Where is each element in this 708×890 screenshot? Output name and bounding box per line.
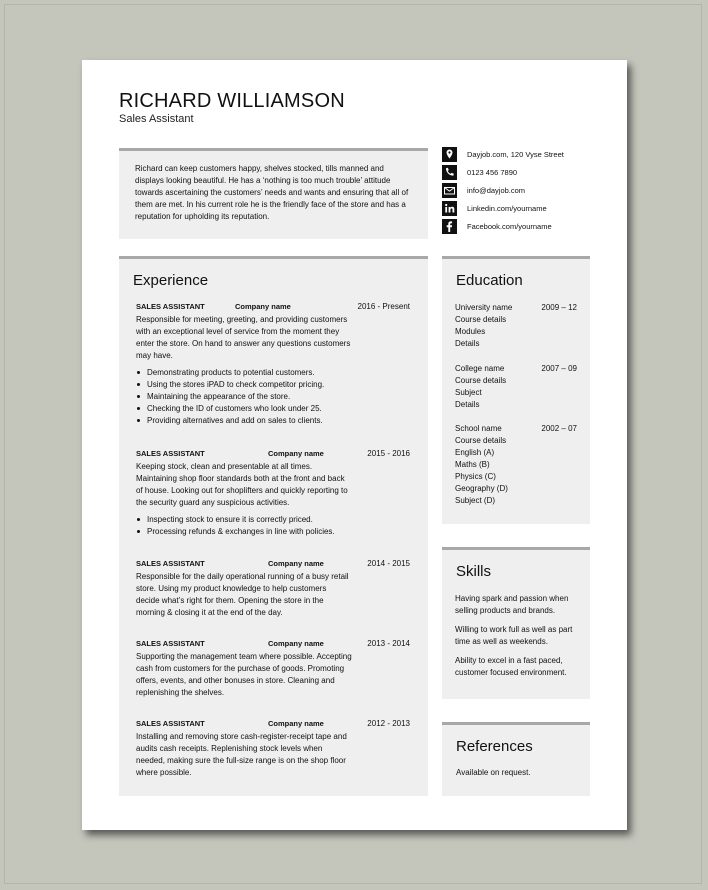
education-years: 2002 – 07 bbox=[541, 424, 577, 433]
education-section bbox=[442, 256, 590, 524]
contact-facebook bbox=[442, 219, 602, 237]
resume-page bbox=[82, 60, 627, 830]
education-line: English (A) bbox=[455, 448, 495, 457]
job-dates: 2015 - 2016 bbox=[367, 449, 410, 458]
education-entry bbox=[455, 302, 583, 350]
job-description: Responsible for meeting, greeting, and providing customers with an exceptional level of service from the moment they enter the store. On hand to answer any questions customers may have. bbox=[136, 315, 351, 360]
job-entry bbox=[136, 639, 416, 699]
job-company: Company name bbox=[268, 639, 324, 648]
education-years: 2009 – 12 bbox=[541, 303, 577, 312]
job-description: Installing and removing store cash-register-receipt tape and audits cash receipts. Replenishing stock levels when needed, making sure the full-size range is on the shop floor where possible. bbox=[136, 732, 347, 777]
job-description: Responsible for the daily operational running of a busy retail store. Using my product knowledge to help customers decide what’s right for them. Opening the store in the morning & closing it at the end of the day. bbox=[136, 572, 349, 617]
education-years: 2007 – 09 bbox=[541, 364, 577, 373]
education-entry bbox=[455, 423, 583, 507]
job-description: Supporting the management team where possible. Accepting cash from customers for the purchase of goods. Promoting offers, events, and other bonuses in store. Cleaning and replenishing the shelves. bbox=[136, 652, 352, 697]
contact-address bbox=[442, 147, 602, 165]
references-section bbox=[442, 722, 590, 796]
education-header bbox=[455, 302, 583, 314]
job-title: SALES ASSISTANT bbox=[136, 559, 205, 568]
summary-text: Richard can keep customers happy, shelves stocked, tills manned and displays looking beautiful. He has a ‘nothing is too much trouble’ attitude towards ascertaining the customers’ needs and wants and ensuring that all of them are met. In his current role he is the friendly face of the store and has a reputation for upholding its reputation. bbox=[135, 164, 409, 221]
institution-name: University name bbox=[455, 303, 513, 312]
job-company: Company name bbox=[235, 302, 291, 311]
education-line: Subject (D) bbox=[455, 496, 496, 505]
education-line: Details bbox=[455, 400, 480, 409]
contact-linkedin bbox=[442, 201, 602, 219]
institution-name: School name bbox=[455, 424, 502, 433]
skill-item: Ability to excel in a fast paced, customer focused environment. bbox=[455, 656, 567, 677]
education-line: Subject bbox=[455, 388, 482, 397]
education-entry bbox=[455, 363, 583, 411]
bullet-item: Demonstrating products to potential customers. bbox=[147, 367, 416, 379]
experience-heading: Experience bbox=[133, 272, 209, 289]
contact-facebook-text[interactable]: Facebook.com/yourname bbox=[467, 222, 552, 231]
job-bullets bbox=[136, 514, 416, 538]
bullet-item: Processing refunds & exchanges in line with policies. bbox=[147, 526, 416, 538]
email-icon bbox=[442, 183, 457, 198]
bullet-item: Inspecting stock to ensure it is correctly priced. bbox=[147, 514, 416, 526]
education-line: Maths (B) bbox=[455, 460, 490, 469]
education-line: Physics (C) bbox=[455, 472, 496, 481]
skills-section bbox=[442, 547, 590, 699]
phone-icon bbox=[442, 165, 457, 180]
job-company: Company name bbox=[268, 449, 324, 458]
facebook-icon bbox=[442, 219, 457, 234]
job-entry bbox=[136, 302, 416, 427]
job-title: SALES ASSISTANT bbox=[136, 719, 205, 728]
job-header bbox=[136, 639, 416, 651]
job-title: SALES ASSISTANT bbox=[136, 449, 205, 458]
education-header bbox=[455, 363, 583, 375]
education-heading: Education bbox=[456, 272, 523, 289]
candidate-role: Sales Assistant bbox=[119, 113, 194, 125]
job-company: Company name bbox=[268, 719, 324, 728]
contact-phone-text[interactable]: 0123 456 7890 bbox=[467, 168, 518, 177]
contact-address-text: Dayjob.com, 120 Vyse Street bbox=[467, 150, 564, 159]
education-line: Details bbox=[455, 339, 480, 348]
job-dates: 2012 - 2013 bbox=[367, 719, 410, 728]
contact-email-text[interactable]: info@dayjob.com bbox=[467, 186, 526, 195]
location-pin-icon bbox=[442, 147, 457, 162]
contact-list bbox=[442, 147, 602, 237]
job-title: SALES ASSISTANT bbox=[136, 639, 205, 648]
candidate-name: RICHARD WILLIAMSON bbox=[119, 90, 345, 112]
linkedin-icon bbox=[442, 201, 457, 216]
skill-item: Willing to work full as well as part time as well as weekends. bbox=[455, 625, 573, 646]
skills-heading: Skills bbox=[456, 563, 492, 580]
skill-item: Having spark and passion when selling products and brands. bbox=[455, 594, 569, 615]
education-line: Course details bbox=[455, 315, 507, 324]
references-text: Available on request. bbox=[456, 768, 531, 777]
education-line: Course details bbox=[455, 436, 507, 445]
job-header bbox=[136, 719, 416, 731]
bullet-item: Providing alternatives and add on sales to clients. bbox=[147, 415, 416, 427]
experience-section bbox=[119, 256, 428, 796]
education-line: Geography (D) bbox=[455, 484, 508, 493]
education-line: Modules bbox=[455, 327, 486, 336]
job-company: Company name bbox=[268, 559, 324, 568]
job-title: SALES ASSISTANT bbox=[136, 302, 205, 311]
job-header bbox=[136, 449, 416, 461]
job-entry bbox=[136, 559, 416, 619]
job-bullets bbox=[136, 367, 416, 427]
job-dates: 2016 - Present bbox=[357, 302, 410, 311]
references-heading: References bbox=[456, 738, 533, 755]
summary-box bbox=[119, 148, 428, 239]
bullet-item: Checking the ID of customers who look under 25. bbox=[147, 403, 416, 415]
contact-email bbox=[442, 183, 602, 201]
job-dates: 2013 - 2014 bbox=[367, 639, 410, 648]
education-line: Course details bbox=[455, 376, 507, 385]
job-description: Keeping stock, clean and presentable at all times. Maintaining shop floor standards both at the front and back of house. Looking out for shoplifters and quickly reporting to the security guard any suspicious activities. bbox=[136, 462, 348, 507]
contact-linkedin-text[interactable]: Linkedin.com/yourname bbox=[467, 204, 547, 213]
bullet-item: Using the stores iPAD to check competitor pricing. bbox=[147, 379, 416, 391]
bullet-item: Maintaining the appearance of the store. bbox=[147, 391, 416, 403]
institution-name: College name bbox=[455, 364, 505, 373]
job-entry bbox=[136, 449, 416, 538]
job-entry bbox=[136, 719, 416, 779]
education-header bbox=[455, 423, 583, 435]
contact-phone bbox=[442, 165, 602, 183]
job-header bbox=[136, 559, 416, 571]
job-dates: 2014 - 2015 bbox=[367, 559, 410, 568]
job-header bbox=[136, 302, 416, 314]
